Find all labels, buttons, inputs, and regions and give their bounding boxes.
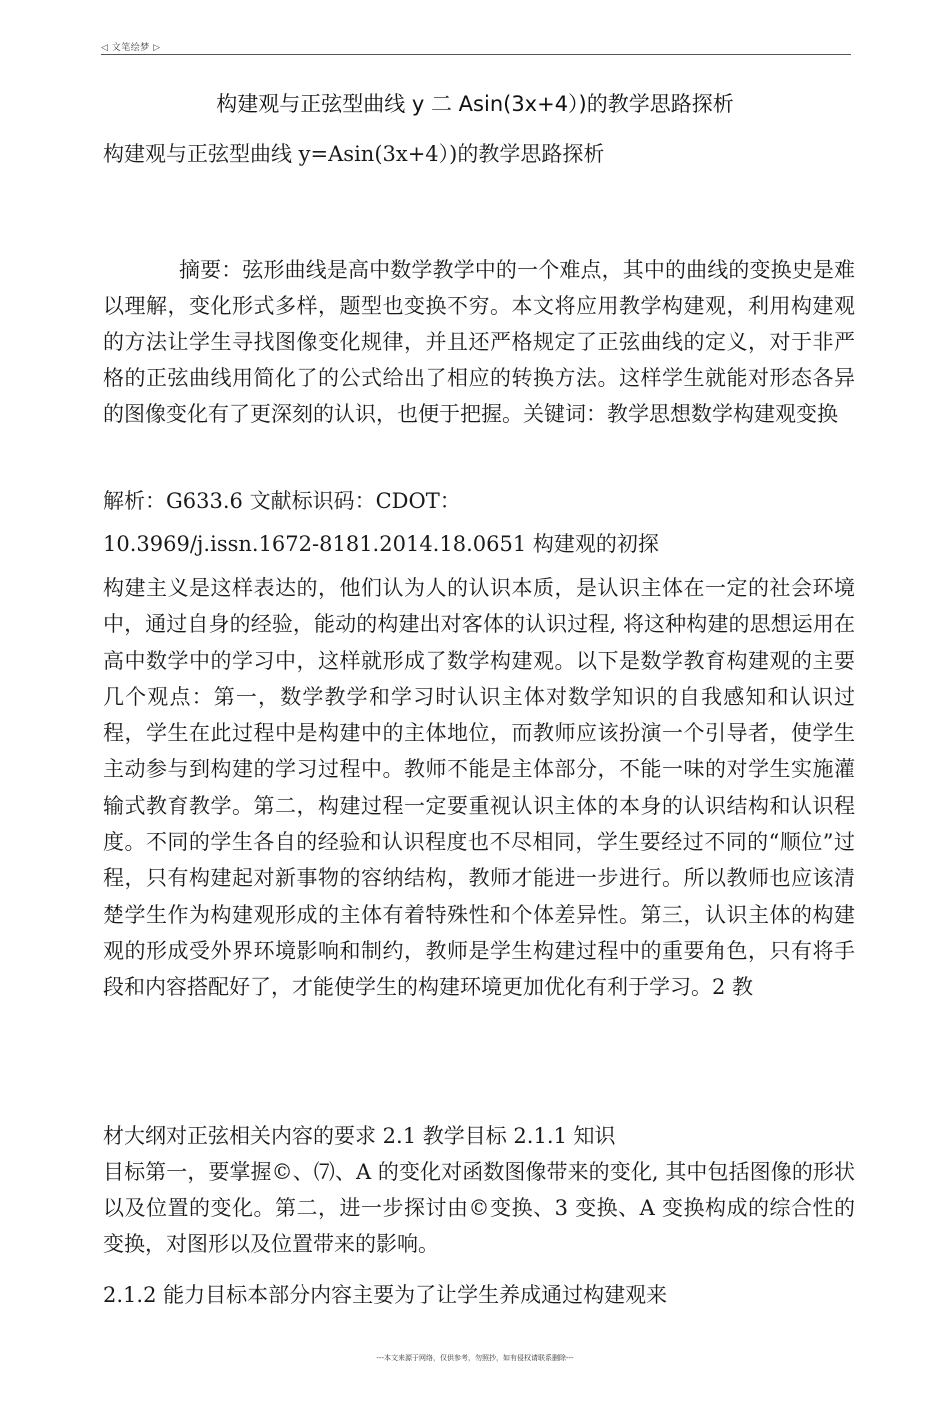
document-subtitle: 构建观与正弦型曲线 y=Asin(3x+4）)的教学思路探析 xyxy=(103,142,605,166)
goals-paragraph: 目标第一，要掌握©、⑺、A 的变化对函数图像带来的变化, 其中包括图像的形状以及位置的变化。第二，进一步探讨由©变换、3 变换、A 变换构成的综合性的变换，对图形以及位置带来的影响。 xyxy=(103,1160,855,1256)
classification-line: 解析：G633.6 文献标识码：CDOT： xyxy=(103,489,461,513)
ability-line: 2.1.2 能力目标本部分内容主要为了让学生养成通过构建观来 xyxy=(103,1283,668,1307)
syllabus-line: 材大纲对正弦相关内容的要求 2.1 教学目标 2.1.1 知识 xyxy=(103,1124,616,1148)
abstract-paragraph: 摘要：弦形曲线是高中数学教学中的一个难点，其中的曲线的变换史是难以理解，变化形式多样，题型也变换不穷。本文将应用教学构建观，利用构建观的方法让学生寻找图像变化规律，并且还严格规定了正弦曲线的定义，对于非严格的正弦曲线用简化了的公式给出了相应的转换方法。这样学生就能对形态各异的图像变化有了更深刻的认识，也便于把握。关键词：教学思想数学构建观变换 xyxy=(103,258,855,426)
header-divider xyxy=(101,54,851,55)
doi-line: 10.3969/j.issn.1672-8181.2014.18.0651 构建观的初探 xyxy=(103,532,659,556)
construct-paragraph: 构建主义是这样表达的，他们认为人的认识本质，是认识主体在一定的社会环境中，通过自身的经验，能动的构建出对客体的认识过程, 将这种构建的思想运用在高中数学中的学习中，这样就形成了数学构建观。以下是数学教育构建观的主要几个观点：第一，数学教学和学习时认识主体对数学知识的自我感知和认识过程，学生在此过程中是构建中的主体地位，而教师应该扮演一个引导者，使学生主动参与到构建的学习过程中。教师不能是主体部分，不能一味的对学生实施灌输式教育教学。第二，构建过程一定要重视认识主体的本身的认识结构和认识程度。不同的学生各自的经验和认识程度也不尽相同，学生要经过不同的“顺位”过程，只有构建起对新事物的容纳结构，教师才能进一步进行。所以教师也应该清楚学生作为构建观形成的主体有着特殊性和个体差异性。第三，认识主体的构建观的形成受外界环境影响和制约，教师是学生构建过程中的重要角色，只有将手段和内容搭配好了，才能使学生的构建环境更加优化有利于学习。2 教 xyxy=(103,576,855,1000)
footer-disclaimer: ---本文来源于网络，仅供参考，勿照抄，如有侵权请联系删除--- xyxy=(376,1354,574,1362)
document-title: 构建观与正弦型曲线 y 二 Asin(3x+4）)的教学思路探析 xyxy=(216,92,734,116)
header-mark: ◁ 文笔绘梦 ▷ xyxy=(101,43,161,53)
